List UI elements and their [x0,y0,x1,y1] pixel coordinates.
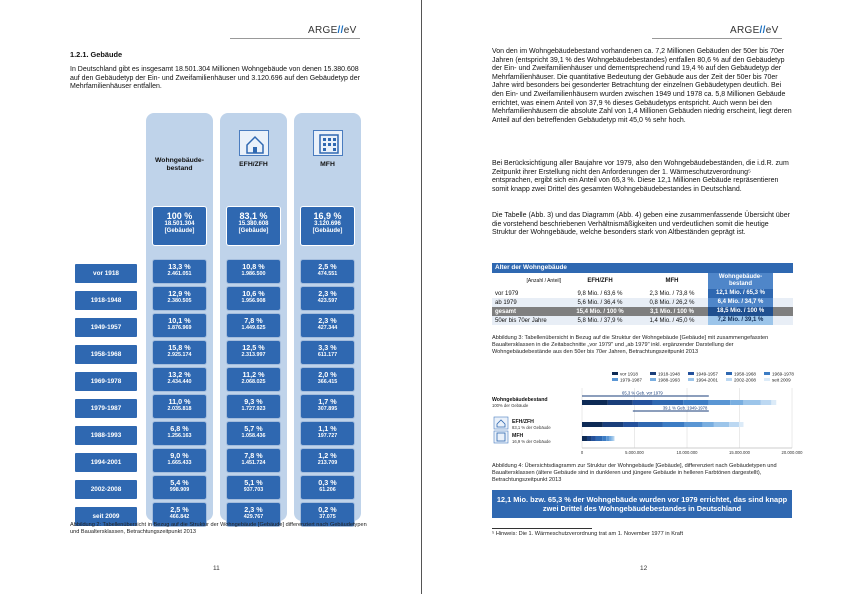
legend-label: 2002-2008 [734,377,756,383]
logo: ARGE//eV [730,25,779,36]
chart-bar-segment [591,436,595,441]
chart-bar-segment [596,436,602,441]
table-cell: 1,1 % 197.727 [300,421,355,446]
chart-bar-segment [608,400,633,405]
footnote-rule [492,528,592,529]
row-label: 1969-1978 [75,372,137,391]
legend-label: 1994-2001 [696,377,718,383]
table-cell: 3,3 % 611.177 [300,340,355,365]
row-label: 1979-1987 [75,399,137,418]
table-cell: 10,6 % 1.956.908 [226,286,281,311]
page-number: 11 [213,565,220,572]
house-icon [239,130,269,156]
total-cell: 100 % 18.501.304 [Gebäude] [152,206,207,246]
x-tick-label: 5.000.000 [625,450,644,455]
table-cell: 1,7 % 307.895 [300,394,355,419]
chart-bar-segment [602,436,606,441]
age-table [492,263,793,325]
paragraph-3: Die Tabelle (Abb. 3) und das Diagramm (Abb. 4) geben eine zusammenfassende Übersicht über die vorstehend beschriebenen Verhältnismäßigkeiten und verdeutlichen somit die heutige Struktur der Wohngebäude, welche besonders stark von Altbeständen geprägt ist. [492,212,790,237]
age-table-header: [Anzahl / Anteil] EFH/ZFH MFH Wohngebäude- bestand [492,273,793,289]
chart-bar-segment [663,422,685,427]
table-cell: 10,1 % 1.876.969 [152,313,207,338]
legend-swatch [688,372,694,375]
table-cell: 13,2 % 2.434.440 [152,367,207,392]
table-cell: 2,3 % 429.767 [226,502,281,527]
chart-bar-segment [582,422,603,427]
table-cell: 2,3 % 427.344 [300,313,355,338]
table-cell: 10,8 % 1.986.500 [226,259,281,284]
chart-bar-segment [603,422,624,427]
table-cell: 15,8 % 2.925.174 [152,340,207,365]
table-cell: 1,2 % 213.709 [300,448,355,473]
legend-label: 1979-1987 [620,377,642,383]
table-cell: 9,0 % 1.665.433 [152,448,207,473]
legend-label: 1949-1957 [696,371,718,377]
category-sublabel: 16,9 % der Gebäude [512,439,551,444]
table-caption: Abbildung 3: Tabellenübersicht in Bezug auf die Struktur der Wohngebäude [Gebäude] mit zusammengefassten Baualtersklassen in die Zeitabschnitte „vor 1979" und „ab 1979" inkl. ergänzender Darstellung der Wohngebäudebestände aus den 50er bis 70er Jahren, Betrachtungszeitpunkt 2013 [492,335,769,356]
annotation-label: 65,3 % Geb. vor 1979 [622,390,663,396]
table-cell: 13,3 % 2.461.051 [152,259,207,284]
footnote: ⁵ Hinweis: Die 1. Wärmeschutzverordnung trat am 1. November 1977 in Kraft [492,531,684,537]
row-label: 1918-1948 [75,291,137,310]
table-cell: 2,5 % 474.551 [300,259,355,284]
logo: ARGE//eV [308,25,357,36]
category-label: Wohngebäudebestand [492,397,548,403]
chart-bar-segment [730,400,743,405]
apartment-building-icon [313,130,343,156]
row-label: seit 2009 [75,507,137,526]
row-label: 1949-1957 [75,318,137,337]
figure-caption: Abbildung 2: Tabellenübersicht in Bezug auf die Struktur der Wohngebäude [Gebäude] differenziert nach Gebäudetypen und Baualtersklassen, Betrachtungszeitpunkt 2013 [70,522,367,536]
chart-bar-segment [611,436,613,441]
row-label: 1994-2001 [75,453,137,472]
paragraph-1: Von den im Wohngebäudebestand vorhandenen ca. 7,2 Millionen Gebäuden der 50er bis 70er Jahren (entspricht 39,1 % des Wohngebäudebestandes) entfallen 80,6 % auf den Gebäudetyp der Ein- und Zweifamilienhäuser und dementsprechend rund 19,4 % auf den Gebäudetyp der Mehrfamilienhäuser. Die quantitative Bedeutung der Gebäude aus der Zeit der 50er bis 70er Jahre wird besonders bei gesonderter Betrachtung der einzelnen Gebäudetypen deutlich. Bei den Ein- und Zweifamilienhäusern wurden zwischen 1949 und 1978 ca. 5,8 Millionen Gebäude errichtet, was einem Anteil von 37,9 % dieses Gebäudetyps entspricht. Auch wenn bei den Mehrfamilienhäusern die absolute Zahl von 1,4 Millionen Gebäuden niedrig erscheint, liegt deren Anteil auf den betreffenden Gebäudetyp mit 45,0 % sehr hoch. [492,48,792,124]
section-heading: 1.2.1. Gebäude [70,50,123,59]
legend-label: vor 1918 [620,371,638,377]
table-cell: 6,8 % 1.256.163 [152,421,207,446]
legend-swatch [688,378,694,381]
page-11 [0,0,421,594]
table-cell: 5,4 % 998.909 [152,475,207,500]
table-cell: 12,9 % 2.380.505 [152,286,207,311]
table-row: ab 1979 5,6 Mio. / 36,4 % 0,8 Mio. / 26,2 % 6,4 Mio. / 34,7 % [492,298,793,307]
legend-swatch [726,378,732,381]
category-label: EFH/ZFH [512,419,534,425]
table-cell: 0,2 % 37.075 [300,502,355,527]
table-cell: 7,8 % 1.451.724 [226,448,281,473]
table-cell: 5,7 % 1.058.436 [226,421,281,446]
chart-bar-segment [582,400,608,405]
legend-label: 1988-1993 [658,377,680,383]
age-table-title: Alter der Wohngebäude [492,263,793,273]
table-cell: 0,3 % 61.206 [300,475,355,500]
legend-swatch [764,372,770,375]
x-tick-label: 15.000.000 [729,450,750,455]
page-number: 12 [640,565,648,572]
row-label: 1988-1993 [75,426,137,445]
chart-bar-segment [623,422,638,427]
chart-bar-segment [743,400,760,405]
chart-bar-segment [639,422,663,427]
row-label: 2002-2008 [75,480,137,499]
chart-bar-segment [685,422,703,427]
chart-bar-segment [771,400,776,405]
table-cell: 9,3 % 1.727.923 [226,394,281,419]
category-sublabel: 100% der Gebäude [492,403,529,408]
table-cell: 7,8 % 1.449.625 [226,313,281,338]
x-tick-label: 10.000.000 [676,450,698,455]
header-rule [652,38,782,39]
row-label: vor 1918 [75,264,137,283]
chart-bar-segment [683,400,709,405]
row-label: 1958-1968 [75,345,137,364]
table-cell: 11,2 % 2.068.025 [226,367,281,392]
chart-bar-segment [633,400,653,405]
table-row: vor 1979 9,8 Mio. / 63,6 % 2,3 Mio. / 73,8 % 12,1 Mio. / 65,3 % [492,289,793,298]
legend-swatch [612,378,618,381]
legend-swatch [726,372,732,375]
table-cell: 12,5 % 2.313.997 [226,340,281,365]
table-row: gesamt 15,4 Mio. / 100 % 3,1 Mio. / 100 % 18,5 Mio. / 100 % [492,307,793,316]
chart-bar-segment [761,400,771,405]
legend-swatch [764,378,770,381]
total-cell: 16,9 % 3.120.696 [Gebäude] [300,206,355,246]
chart-bar-segment [582,436,587,441]
chart-bar-segment [606,436,609,441]
legend-swatch [650,372,656,375]
category-label: MFH [512,433,524,439]
legend-label: 1918-1948 [658,371,680,377]
legend-swatch [612,372,618,375]
chart-bar-segment [714,422,729,427]
annotation-label: 39,1 % Geb. 1949-1978 [662,405,708,411]
structure-chart [492,370,803,460]
intro-paragraph: In Deutschland gibt es insgesamt 18.501.304 Millionen Wohngebäude von denen 15.380.608 auf den Gebäudetyp der Ein- und Zweifamilienhäuser und 3.120.696 auf den Gebäudetyp der Mehrfamilienhäuser entfallen. [70,66,360,91]
header-rule [230,38,360,39]
chart-bar-segment [653,400,684,405]
chart-bar-segment [709,400,730,405]
table-cell: 5,1 % 937.703 [226,475,281,500]
table-cell: 2,5 % 466.842 [152,502,207,527]
chart-bar-segment [609,436,611,441]
chart-bar-segment [729,422,739,427]
summary-banner: 12,1 Mio. bzw. 65,3 % der Wohngebäude wurden vor 1979 errichtet, das sind knapp zwei Drittel des Wohngebäudebestandes in Deutschland [492,490,792,518]
page-12 [422,0,843,594]
chart-bar-segment [739,422,744,427]
x-tick-label: 20.000.000 [781,450,803,455]
x-tick-label: 0 [580,450,584,455]
legend-swatch [650,378,656,381]
legend-label: seit 2009 [772,377,791,383]
column-header-bestand: Wohngebäude- bestand [155,157,204,172]
paragraph-2: Bei Berücksichtigung aller Baujahre vor 1979, also den Wohngebäudebeständen, die i.d.R. zum Zeitpunkt ihrer Erstellung nicht den Anforderungen der 1. Wärmeschutzverordnung⁵ entsprachen, ergibt sich ein Anteil von 65,3 %. Diese 12,1 Millionen Gebäude repräsentieren somit knapp zwei Drittel des gesamten Wohngebäudebestandes in Deutschland. [492,160,789,193]
category-sublabel: 83,1 % der Gebäude [512,425,551,430]
table-row: 50er bis 70er Jahre 5,8 Mio. / 37,9 % 1,4 Mio. / 45,0 % 7,2 Mio. / 39,1 % [492,316,793,325]
chart-caption: Abbildung 4: Übersichtsdiagramm zur Struktur der Wohngebäude [Gebäude], differenziert nach Gebäudetypen und Baualtersklassen (ältere Gebäude sind in dunkleren und jüngere Gebäude in helleren Farbtönen dargestellt), Betrachtungszeitpunkt 2013 [492,463,777,484]
table-cell: 2,3 % 423.597 [300,286,355,311]
table-cell: 11,0 % 2.035.818 [152,394,207,419]
table-cell: 2,0 % 366.415 [300,367,355,392]
legend-label: 1958-1968 [734,371,756,377]
chart-bar-segment [703,422,714,427]
total-cell: 83,1 % 15.380.608 [Gebäude] [226,206,281,246]
column-header-efh: EFH/ZFH [239,161,268,168]
chart-bar-segment [614,436,615,441]
column-header-mfh: MFH [320,161,335,168]
legend-label: 1969-1978 [772,371,794,377]
chart-bar-segment [587,436,591,441]
